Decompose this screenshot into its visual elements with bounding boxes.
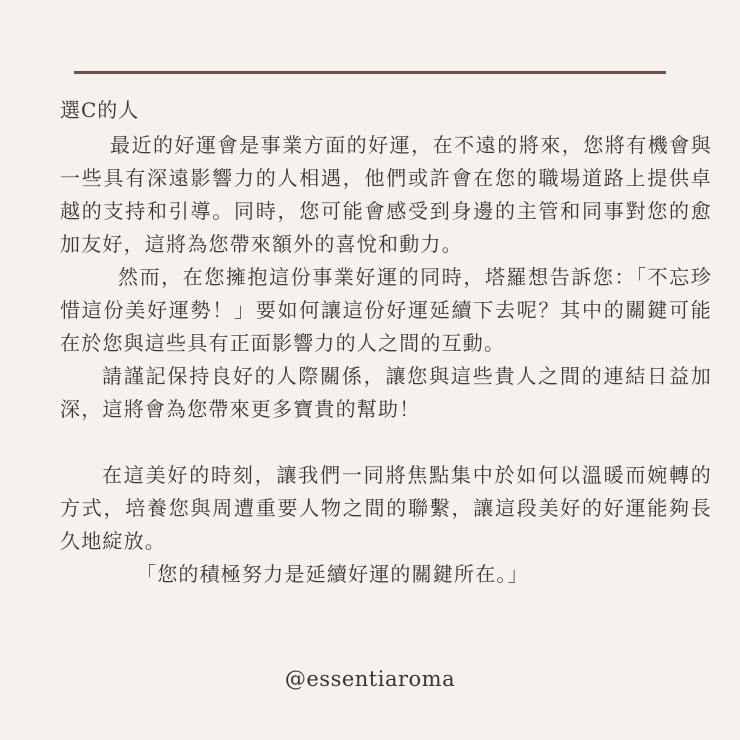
author-handle: @essentiaroma <box>284 667 456 691</box>
paragraph-cherish-luck: 然而，在您擁抱這份事業好運的同時，塔羅想告訴您：「不忘珍惜這份美好運勢！」要如何讓這份好運延續下去呢？其中的關鍵可能在於您與這些具有正面影響力的人之間的互動。 <box>60 265 712 355</box>
section-heading: 選C的人 <box>60 98 140 122</box>
paragraph-nurture-connections: 在這美好的時刻，讓我們一同將焦點集中於如何以溫暖而婉轉的方式，培養您與周遭重要人物之間的聯繫，讓這段美好的好運能夠長久地綻放。 <box>60 463 712 553</box>
paragraph-relationships: 請謹記保持良好的人際關係，讓您與這些貴人之間的連結日益加深，這將會為您帶來更多寶貴的幫助！ <box>60 364 712 421</box>
closing-quote: 「您的積極努力是延續好運的關鍵所在。」 <box>136 562 529 586</box>
top-divider <box>74 71 666 74</box>
reading-body <box>60 129 712 591</box>
paragraph-career-luck: 最近的好運會是事業方面的好運，在不遠的將來，您將有機會與一些具有深遠影響力的人相遇，他們或許會在您的職場道路上提供卓越的支持和引導。同時，您可能會感受到身邊的主管和同事對您的愈加友好，這將為您帶來額外的喜悅和動力。 <box>60 133 712 256</box>
